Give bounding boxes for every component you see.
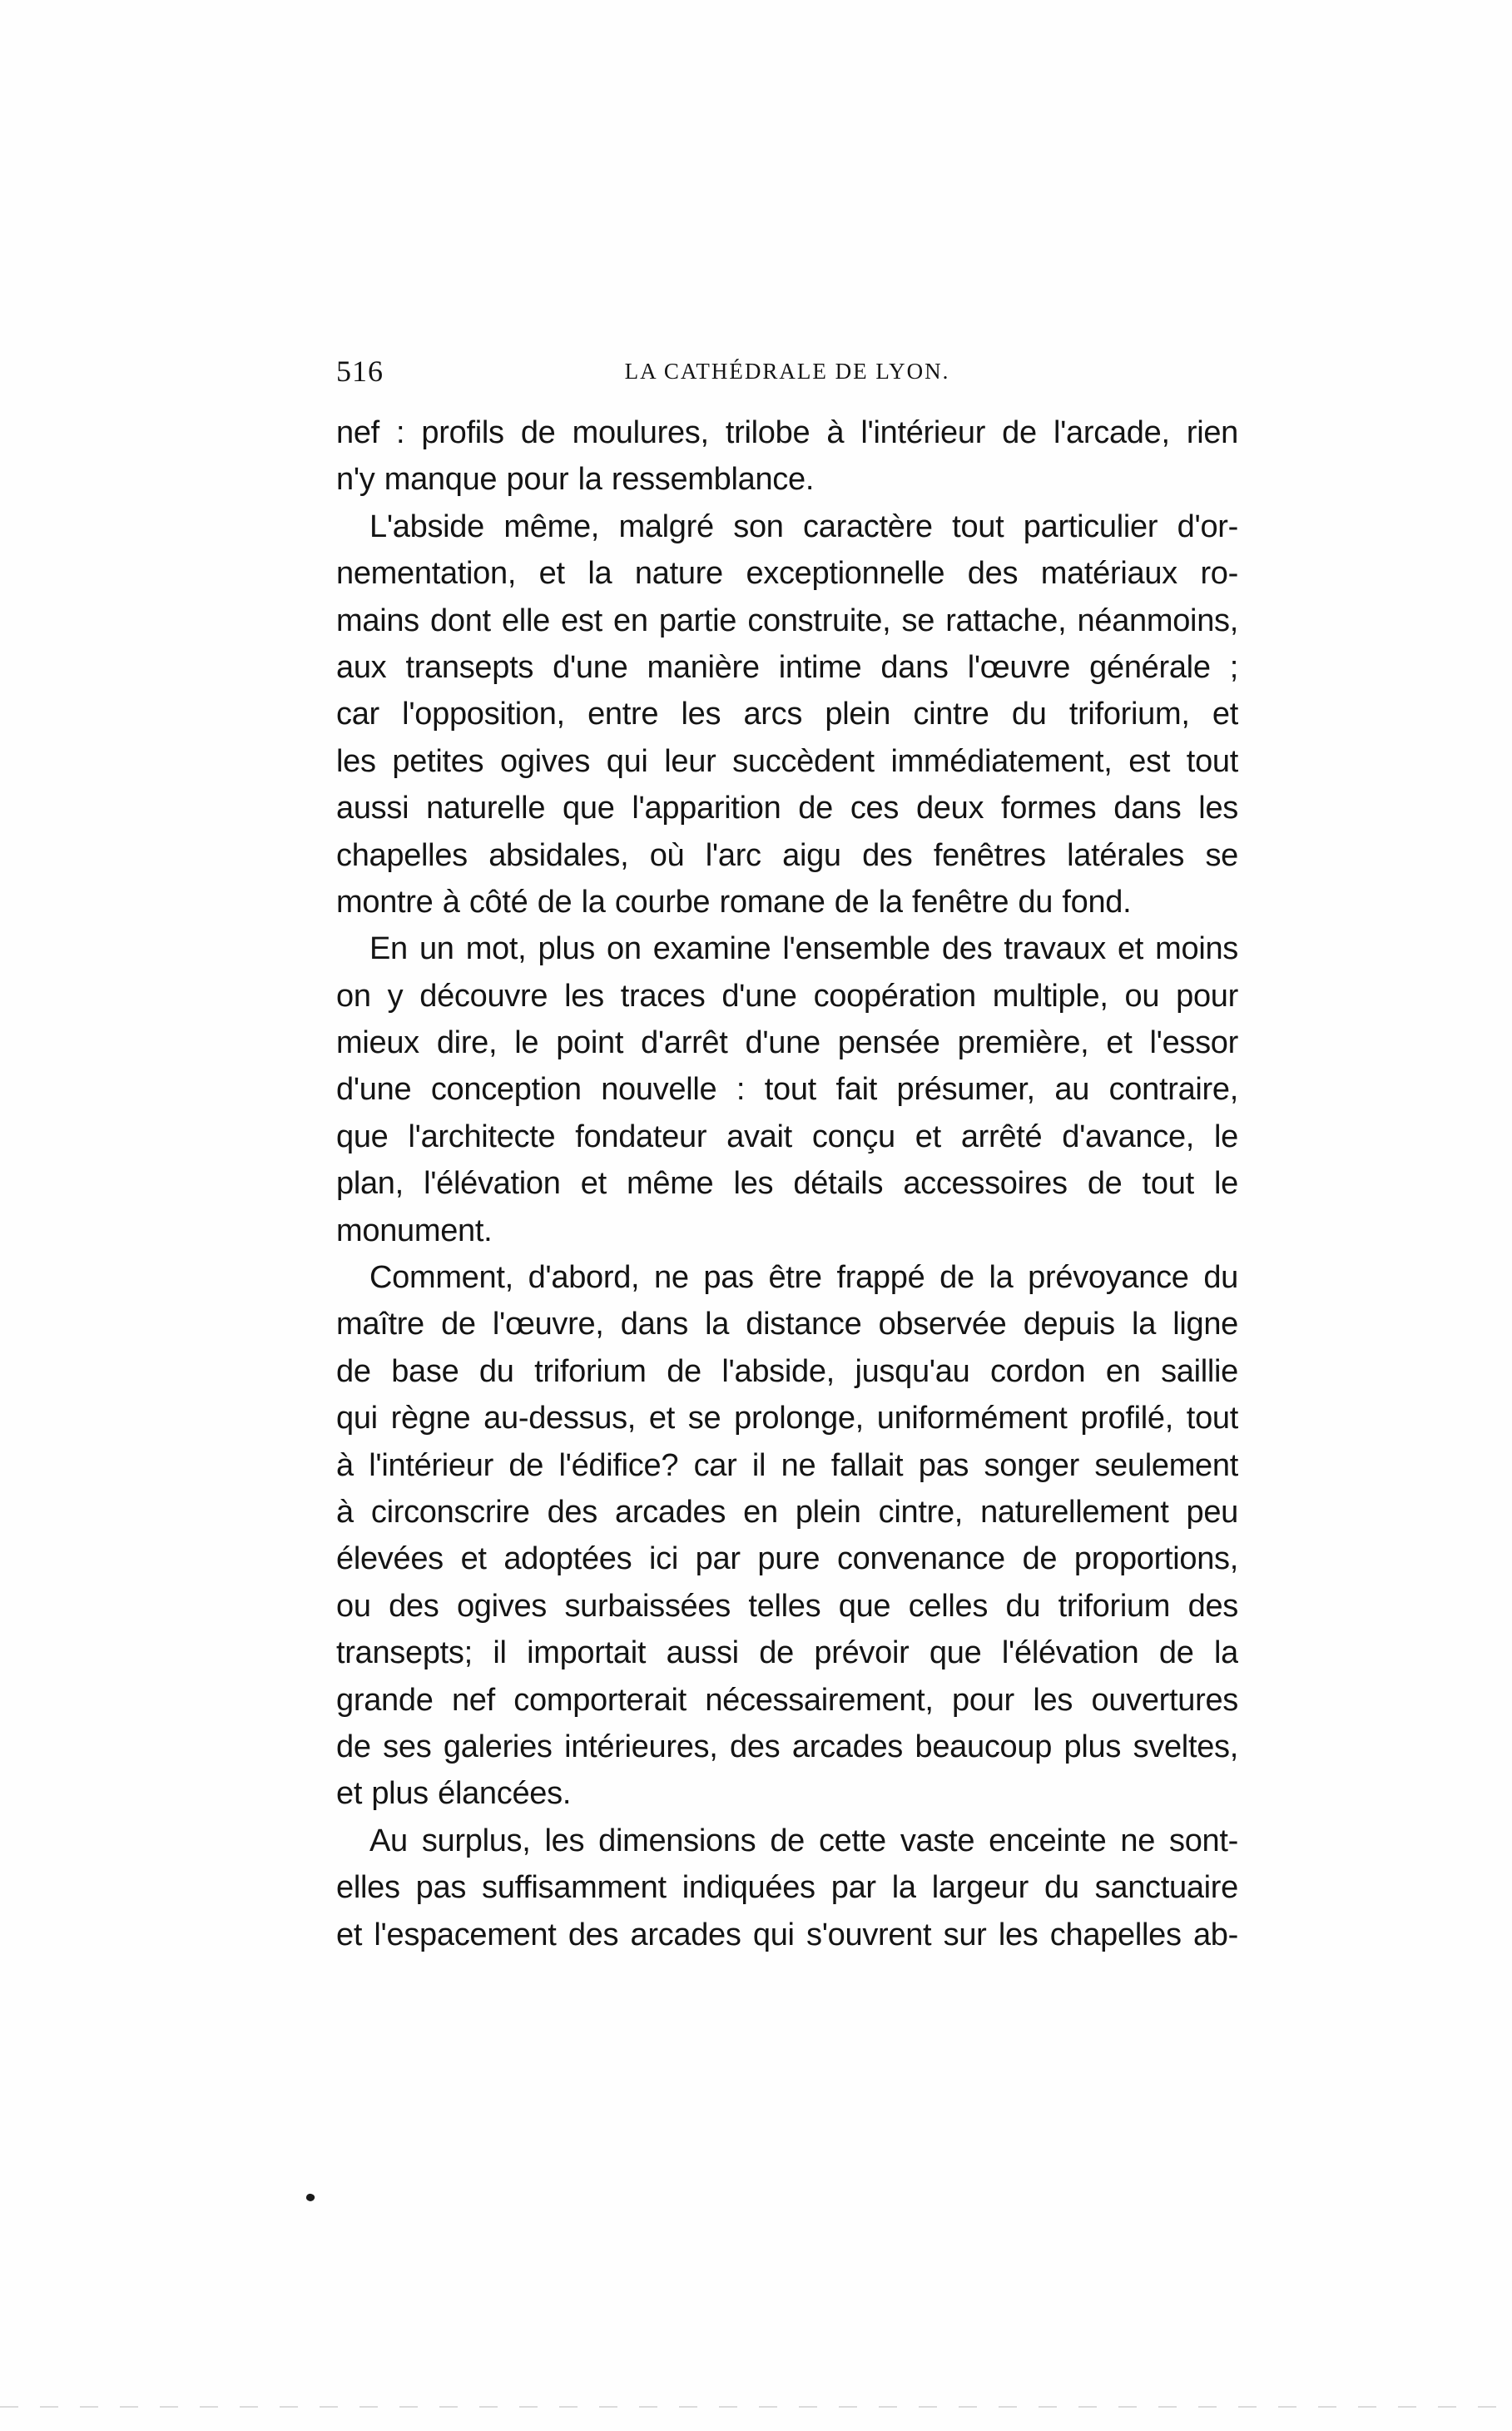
paragraph bbox=[336, 925, 1238, 1254]
text-line: aux transepts d'une manière intime dans l'œuvre générale ; bbox=[336, 649, 1238, 685]
text-line: aussi naturelle que l'apparition de ces deux formes dans les bbox=[336, 791, 1238, 826]
ink-spot bbox=[305, 2193, 315, 2203]
text-line: qui règne au-dessus, et se prolonge, uniformément profilé, tout bbox=[336, 1401, 1238, 1436]
page-number: 516 bbox=[336, 355, 384, 388]
running-title: LA CATHÉDRALE DE LYON. bbox=[624, 359, 950, 384]
body-text bbox=[336, 409, 1238, 1958]
paragraph bbox=[336, 409, 1238, 504]
scan-edge-artifact bbox=[0, 2406, 1512, 2408]
text-line: elles pas suffisamment indiquées par la largeur du sanctuaire bbox=[336, 1870, 1238, 1906]
text-line: n'y manque pour la ressemblance. bbox=[336, 462, 815, 498]
text-line: Au surplus, les dimensions de cette vaste enceinte ne sont- bbox=[369, 1823, 1238, 1858]
paragraph bbox=[336, 504, 1238, 926]
text-line: que l'architecte fondateur avait conçu et arrêté d'avance, le bbox=[336, 1119, 1238, 1154]
text-line: chapelles absidales, où l'arc aigu des fenêtres latérales se bbox=[336, 837, 1238, 873]
page-header bbox=[336, 354, 1238, 395]
text-line: nef : profils de moulures, trilobe à l'intérieur de l'arcade, rien bbox=[336, 415, 1238, 450]
text-line: de ses galeries intérieures, des arcades beaucoup plus sveltes, bbox=[336, 1729, 1238, 1764]
text-line: nementation, et la nature exceptionnelle des matériaux ro- bbox=[336, 556, 1238, 592]
text-line: En un mot, plus on examine l'ensemble des travaux et moins bbox=[369, 931, 1238, 967]
text-line: maître de l'œuvre, dans la distance observée depuis la ligne bbox=[336, 1307, 1238, 1342]
text-line: mains dont elle est en partie construite, se rattache, néanmoins, bbox=[336, 603, 1238, 638]
text-line: et l'espacement des arcades qui s'ouvrent sur les chapelles ab- bbox=[336, 1917, 1238, 1952]
text-line: ou des ogives surbaissées telles que celles du triforium des bbox=[336, 1588, 1238, 1624]
text-line: élevées et adoptées ici par pure convenance de proportions, bbox=[336, 1541, 1238, 1577]
text-line: on y découvre les traces d'une coopération multiple, ou pour bbox=[336, 978, 1238, 1014]
text-line: Comment, d'abord, ne pas être frappé de la prévoyance du bbox=[369, 1260, 1238, 1296]
text-line: L'abside même, malgré son caractère tout particulier d'or- bbox=[369, 509, 1238, 544]
text-line: monument. bbox=[336, 1213, 493, 1248]
text-line: transepts; il importait aussi de prévoir que l'élévation de la bbox=[336, 1635, 1238, 1671]
text-line: montre à côté de la courbe romane de la fenêtre du fond. bbox=[336, 884, 1132, 920]
text-line: grande nef comporterait nécessairement, pour les ouvertures bbox=[336, 1682, 1238, 1718]
text-line: car l'opposition, entre les arcs plein cintre du triforium, et bbox=[336, 697, 1238, 732]
text-line: plan, l'élévation et même les détails accessoires de tout le bbox=[336, 1166, 1238, 1202]
paragraph bbox=[336, 1254, 1238, 1818]
text-line: d'une conception nouvelle : tout fait présumer, au contraire, bbox=[336, 1072, 1238, 1108]
text-line: et plus élancées. bbox=[336, 1776, 572, 1812]
text-line: à l'intérieur de l'édifice? car il ne fallait pas songer seulement bbox=[336, 1447, 1238, 1483]
text-line: à circonscrire des arcades en plein cintre, naturellement peu bbox=[336, 1494, 1238, 1530]
paragraph bbox=[336, 1818, 1238, 1958]
text-line: de base du triforium de l'abside, jusqu'au cordon en saillie bbox=[336, 1353, 1238, 1389]
text-line: mieux dire, le point d'arrêt d'une pensée première, et l'essor bbox=[336, 1025, 1238, 1061]
text-line: les petites ogives qui leur succèdent immédiatement, est tout bbox=[336, 743, 1238, 779]
